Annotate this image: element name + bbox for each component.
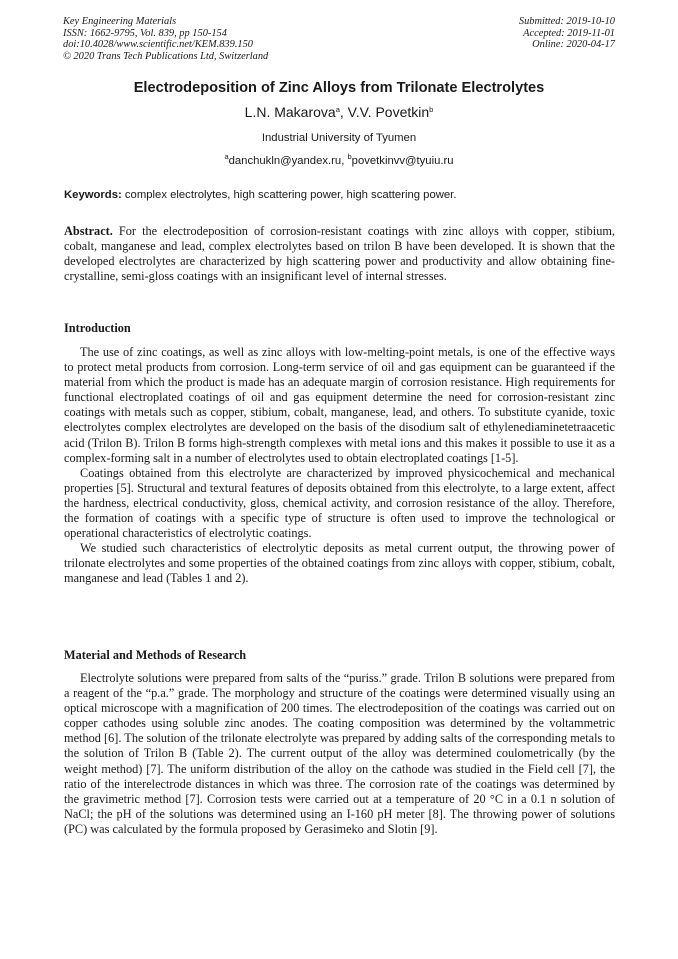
section-heading-methods: Material and Methods of Research <box>64 648 247 662</box>
keywords <box>64 189 616 201</box>
journal-issn: ISSN: 1662-9795, Vol. 839, pp 150-154 <box>63 27 227 39</box>
journal-header <box>63 16 268 62</box>
author-emails <box>0 152 678 167</box>
authors <box>0 104 678 120</box>
journal-name: Key Engineering Materials <box>63 16 177 27</box>
author-affil-mark: a <box>335 105 340 114</box>
journal-copyright: © 2020 Trans Tech Publications Ltd, Switzerland <box>63 50 269 62</box>
email-link[interactable]: povetkinvv@tyuiu.ru <box>351 155 454 167</box>
author-affil-mark: b <box>429 105 434 114</box>
affiliation: Industrial University of Tyumen <box>261 132 417 144</box>
introduction-body <box>64 345 615 587</box>
email-mark: a <box>224 152 229 161</box>
paper-title: Electrodeposition of Zinc Alloys from Trilonate Electrolytes <box>133 80 545 96</box>
author-name: V.V. Povetkin <box>347 104 430 120</box>
abstract <box>64 224 615 284</box>
journal-doi[interactable]: doi:10.4028/www.scientific.net/KEM.839.150 <box>63 39 253 50</box>
paragraph: Electrolyte solutions were prepared from salts of the “puriss.” grade. Trilon B solutions were prepared from a reagent of the “p.a.” grade. The morphology and structure of the coatings were determined visually using an optical microscope with a magnification of 200 times. The electrodeposition of the coatings was carried out on copper cathodes using soluble zinc anodes. The coating composition was determined by the voltammetric method [6]. The solution of the trilonate electrolyte was prepared by adding salts of the corresponding metals to the solution of Trilon B (Table 2). The current output of the alloy was determined coulometrically (by the weight method) [7]. The uniform distribution of the alloy on the cathode was studied in the Field cell [7], the ratio of the interelectrode distances in which was three. The corrosion rate of the coatings was determined by the gravimetric method [7]. Corrosion tests were carried out at a temperature of 20 °C in a 0.1 n solution of NaCl; the pH of the solutions was determined using an I-160 pH meter [8]. The throwing power of solutions (PC) was calculated by the formula proposed by Gerasimeko and Slotin [9]. <box>64 671 615 836</box>
paragraph: Coatings obtained from this electrolyte are characterized by improved physicochemical and mechanical properties [5]. Structural and textural features of deposits obtained from this electrolyte, to a large extent, affect the hardness, electrical conductivity, gloss, chemical activity, and corrosion resistance of the alloy. Therefore, the formation of coatings with a specific type of structure is often used to improve the technological or operational characteristics of electrolytic coatings. <box>64 465 615 541</box>
keywords-label: Keywords: <box>64 189 122 201</box>
methods-body <box>64 671 615 837</box>
date-accepted: Accepted: 2019-11-01 <box>523 27 615 39</box>
abstract-paragraph <box>64 224 615 284</box>
dates-header <box>519 16 615 51</box>
email-link[interactable]: danchukln@yandex.ru <box>228 155 342 167</box>
section-heading-introduction: Introduction <box>64 321 131 335</box>
keywords-text: complex electrolytes, high scattering power, high scattering power. <box>121 189 457 201</box>
abstract-text: For the electrodeposition of corrosion-resistant coatings with zinc alloys with copper, stibium, cobalt, manganese and lead, complex electrolytes based on trilon B have been developed. It is shown that the developed electrolytes are characterized by high scattering power and productivity and allow obtaining fine-crystalline, semi-gloss coatings with an insignificant level of internal stresses. <box>64 224 615 284</box>
abstract-label: Abstract. <box>64 224 113 238</box>
author-name: L.N. Makarova <box>244 104 336 120</box>
date-submitted: Submitted: 2019-10-10 <box>518 16 615 27</box>
email-separator: , <box>341 155 348 167</box>
paragraph: We studied such characteristics of electrolytic deposits as metal current output, the throwing power of trilonate electrolytes and some properties of the obtained coatings from zinc alloys with copper, stibium, cobalt, manganese and lead (Tables 1 and 2). <box>64 541 615 586</box>
date-online: Online: 2020-04-17 <box>532 39 615 50</box>
email-mark: b <box>347 152 352 161</box>
author-separator: , <box>339 104 348 120</box>
paragraph: The use of zinc coatings, as well as zinc alloys with low-melting-point metals, is one of the effective ways to protect metal products from corrosion. Long-term service of oil and gas equipment can be guaranteed if the material from which the product is made has an adequate margin of corrosion resistance. High requirements for functional electroplated coatings of oil and gas equipment determine the need for corrosion-resistant zinc coatings with metals such as copper, stibium, cobalt, manganese, lead, and others. To substitute cyanide, toxic electrolytes complex electrolytes are developed on the basis of the disodium salt of ethylenediaminetetraacetic acid (Trilon B). Trilon B forms high-strength complexes with metal ions and this makes it possible to use it as a complex-forming salt in a number of electrolytes used to obtain electroplated coatings [1-5]. <box>64 345 615 465</box>
